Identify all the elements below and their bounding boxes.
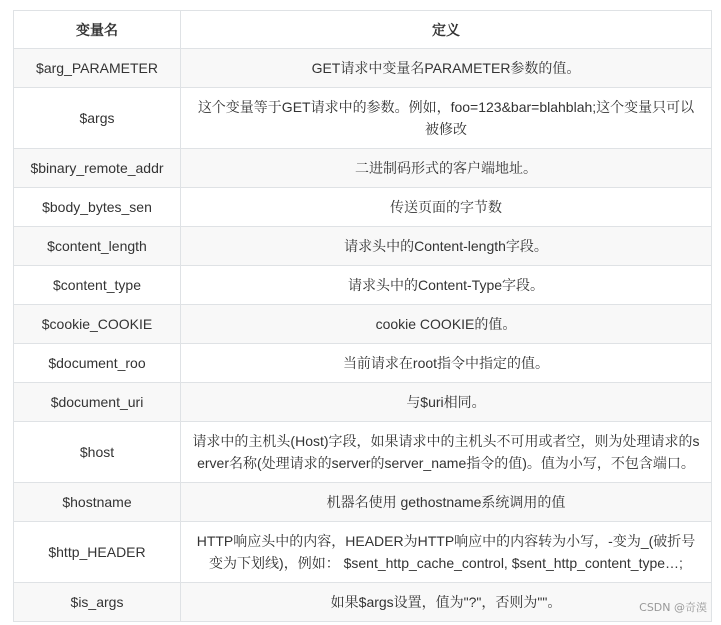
definition-cell: 传送页面的字节数 — [181, 188, 712, 227]
column-header-variable-name: 变量名 — [14, 11, 181, 49]
table-body — [14, 49, 712, 622]
variable-name-cell: $document_uri — [14, 383, 181, 422]
definition-cell: 请求头中的Content-length字段。 — [181, 227, 712, 266]
definition-cell: 如果$args设置，值为"?"，否则为""。 — [181, 583, 712, 622]
definition-cell: cookie COOKIE的值。 — [181, 305, 712, 344]
table-row — [14, 383, 712, 422]
variable-name-cell: $is_args — [14, 583, 181, 622]
definition-cell: 二进制码形式的客户端地址。 — [181, 149, 712, 188]
variable-name-cell: $body_bytes_sen — [14, 188, 181, 227]
variable-name-cell: $http_HEADER — [14, 522, 181, 583]
table-row — [14, 344, 712, 383]
table-row — [14, 227, 712, 266]
table-row — [14, 88, 712, 149]
variable-name-cell: $args — [14, 88, 181, 149]
variable-name-cell: $document_roo — [14, 344, 181, 383]
table-row — [14, 149, 712, 188]
nginx-variables-table — [13, 10, 712, 622]
definition-cell: 请求头中的Content-Type字段。 — [181, 266, 712, 305]
watermark: CSDN @奇漠 — [639, 601, 707, 614]
variable-name-cell: $host — [14, 422, 181, 483]
variable-name-cell: $binary_remote_addr — [14, 149, 181, 188]
variable-name-cell: $cookie_COOKIE — [14, 305, 181, 344]
definition-cell: HTTP响应头中的内容，HEADER为HTTP响应中的内容转为小写，-变为_(破折号变为下划线)，例如： $sent_http_cache_control, $sent_http_content_type…; — [181, 522, 712, 583]
table-row — [14, 49, 712, 88]
variable-name-cell: $hostname — [14, 483, 181, 522]
variable-name-cell: $arg_PARAMETER — [14, 49, 181, 88]
definition-cell: 机器名使用 gethostname系统调用的值 — [181, 483, 712, 522]
column-header-definition: 定义 — [181, 11, 712, 49]
definition-cell: 当前请求在root指令中指定的值。 — [181, 344, 712, 383]
table-header — [14, 11, 712, 49]
header-row — [14, 11, 712, 49]
table-row — [14, 583, 712, 622]
table-row — [14, 422, 712, 483]
table-row — [14, 305, 712, 344]
variable-name-cell: $content_type — [14, 266, 181, 305]
table-row — [14, 522, 712, 583]
variable-name-cell: $content_length — [14, 227, 181, 266]
table-row — [14, 483, 712, 522]
table-row — [14, 188, 712, 227]
table-row — [14, 266, 712, 305]
definition-cell: 请求中的主机头(Host)字段，如果请求中的主机头不可用或者空，则为处理请求的server名称(处理请求的server的server_name指令的值)。值为小写，不包含端口。 — [181, 422, 712, 483]
definition-cell: 这个变量等于GET请求中的参数。例如，foo=123&bar=blahblah;这个变量只可以被修改 — [181, 88, 712, 149]
definition-cell: 与$uri相同。 — [181, 383, 712, 422]
definition-cell: GET请求中变量名PARAMETER参数的值。 — [181, 49, 712, 88]
